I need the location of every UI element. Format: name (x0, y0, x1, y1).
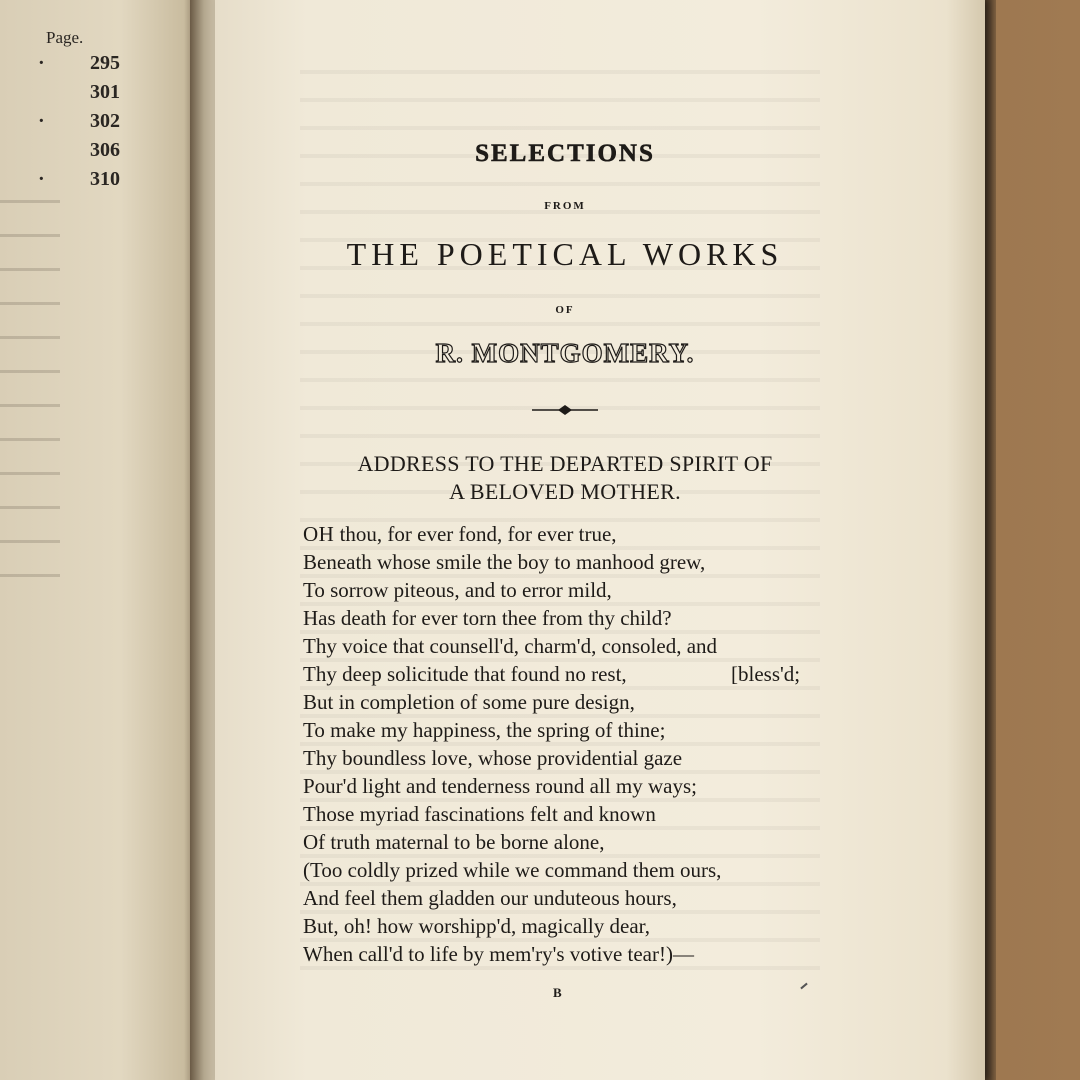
poem-line: (Too coldly prized while we command them ours, (303, 858, 722, 882)
of-label: OF (555, 304, 575, 316)
poem-line: When call'd to life by mem'ry's votive tear!)— (303, 942, 694, 966)
turnover-word: [bless'd; (731, 662, 801, 686)
page-column-label: Page. (46, 28, 84, 47)
page-number: · 302 (38, 110, 120, 132)
book-title: THE POETICAL WORKS (346, 236, 784, 272)
poem-line: But, oh! how worshipp'd, magically dear, (303, 914, 651, 938)
selections-header: SELECTIONS (475, 140, 655, 167)
from-label: FROM (544, 200, 586, 212)
author-name: R. MONTGOMERY. (435, 338, 695, 368)
poem-line: Of truth maternal to be borne alone, (303, 830, 605, 854)
divider-ornament-icon (530, 400, 600, 420)
page-number: · 310 (38, 168, 120, 190)
page-number: · 295 (38, 52, 120, 74)
page-number: 306 (90, 139, 120, 161)
poem-line: To sorrow piteous, and to error mild, (303, 578, 612, 602)
poem-line: Thy deep solicitude that found no rest, [bless'd; (303, 662, 801, 686)
poem-title: ADDRESS TO THE DEPARTED SPIRIT OF A BELOVED MOTHER. (357, 451, 773, 504)
poem-line: Pour'd light and tenderness round all my ways; (303, 774, 697, 798)
poem-line: Beneath whose smile the boy to manhood grew, (303, 550, 706, 574)
poem-body (303, 520, 823, 968)
poem-line: Those myriad fascinations felt and known (303, 802, 656, 826)
page-number: 301 (90, 81, 120, 103)
poem-line: Thy voice that counsell'd, charm'd, consoled, and (303, 634, 718, 658)
poem-line: To make my happiness, the spring of thine; (303, 718, 666, 742)
poem-line: But in completion of some pure design, (303, 690, 635, 714)
poem-line: Thy boundless love, whose providential gaze (303, 746, 683, 770)
signature-mark: B (553, 985, 562, 1000)
poem-line: OH thou, for ever fond, for ever true, (303, 522, 617, 546)
poem-line: And feel them gladden our unduteous hours, (303, 886, 677, 910)
poem-line: Has death for ever torn thee from thy child? (303, 606, 672, 630)
pencil-mark (800, 983, 807, 990)
